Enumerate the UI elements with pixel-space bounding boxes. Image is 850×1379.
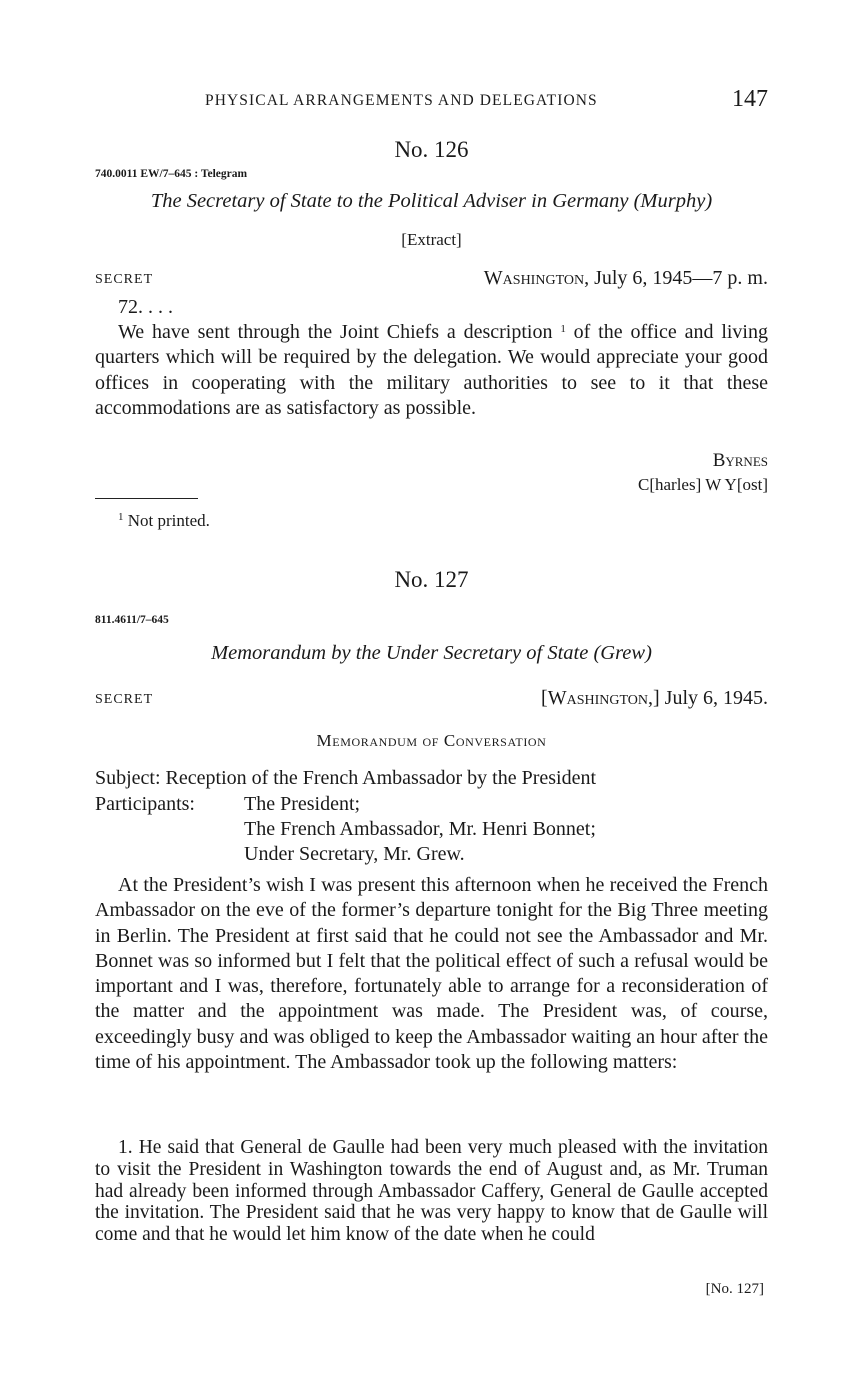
- dateline-date: , July 6, 1945—7 p. m.: [584, 267, 768, 289]
- telegram-body: [95, 320, 768, 421]
- subject-value: Reception of the French Ambassador by the President: [165, 767, 597, 789]
- memo-body: At the President’s wish I was present this afternoon when he received the French Ambassador on the eve of the former’s departure tonight for the Big Three meeting in Berlin. The President at first said that he could not see the Ambassador and Mr. Bonnet was so informed but I felt that the political effect of such a refusal would be important and I was, therefore, fortunately able to arrange for a reconsideration of the matter and the appointment was made. The President was, of course, exceedingly busy and was obliged to keep the Ambassador waiting an hour after the time of his appointment. The Ambassador took up the following matters:: [95, 874, 768, 1074]
- dateline-place: Washington: [547, 687, 648, 709]
- document-number-126: No. 126: [394, 137, 469, 162]
- file-reference-127: 811.4611/7–645: [95, 614, 169, 626]
- subject-line: [95, 767, 596, 790]
- memo-title: Memorandum of Conversation: [316, 731, 547, 750]
- document-page: [95, 0, 768, 1379]
- page-number: 147: [732, 86, 768, 112]
- footnote-reference: 1: [560, 323, 566, 335]
- dateline-127: [541, 687, 768, 710]
- participant-item: Under Secretary, Mr. Grew.: [244, 843, 465, 865]
- running-head: PHYSICAL ARRANGEMENTS AND DELEGATIONS: [205, 92, 598, 109]
- classification-127: SECRET: [95, 692, 154, 707]
- classification-126: SECRET: [95, 272, 154, 287]
- telegram-number: 72. . . .: [118, 296, 173, 318]
- extract-label: [Extract]: [401, 230, 462, 249]
- body-before-note: We have sent through the Joint Chiefs a description: [118, 321, 553, 343]
- catchword: [No. 127]: [705, 1281, 764, 1297]
- footnote-divider: [95, 498, 198, 499]
- body-after-note: of the office and living quarters which will be required by the delegation. We would appreciate your good offices in cooperating with the military authorities to see to it that these accommodations are as satisfactory as possible.: [95, 321, 768, 419]
- document-heading-127: Memorandum by the Under Secretary of State (Grew): [211, 642, 652, 664]
- signature-byrnes: Byrnes: [712, 450, 768, 471]
- subject-label: Subject:: [95, 767, 161, 789]
- footnote-text: Not printed.: [123, 511, 210, 530]
- numbered-item-1: 1. He said that General de Gaulle had been very much pleased with the invitation to visit the President in Washington towards the end of August and, as Mr. Truman had already been informed through Ambassador Caffery, General de Gaulle accepted the invitation. The President said that he was very happy to know that de Gaulle will come and that he would let him know of the date when he could: [95, 1137, 768, 1246]
- footnote-mark: 1: [118, 511, 124, 523]
- file-reference-126: 740.0011 EW/7–645 : Telegram: [95, 168, 248, 180]
- footnote: [118, 511, 210, 531]
- dateline-date: ,] July 6, 1945.: [648, 687, 768, 709]
- dateline-place: Washington: [483, 267, 585, 289]
- document-heading-126: The Secretary of State to the Political Adviser in Germany (Murphy): [150, 190, 713, 212]
- dateline-126: [484, 267, 768, 290]
- signature-initials: C[harles] W Y[ost]: [638, 475, 768, 494]
- document-number-127: No. 127: [394, 567, 469, 592]
- participants-label: Participants:: [95, 793, 195, 815]
- dateline-open: [: [541, 687, 548, 709]
- participant-item: The President;: [244, 793, 361, 815]
- participant-item: The French Ambassador, Mr. Henri Bonnet;: [244, 818, 596, 840]
